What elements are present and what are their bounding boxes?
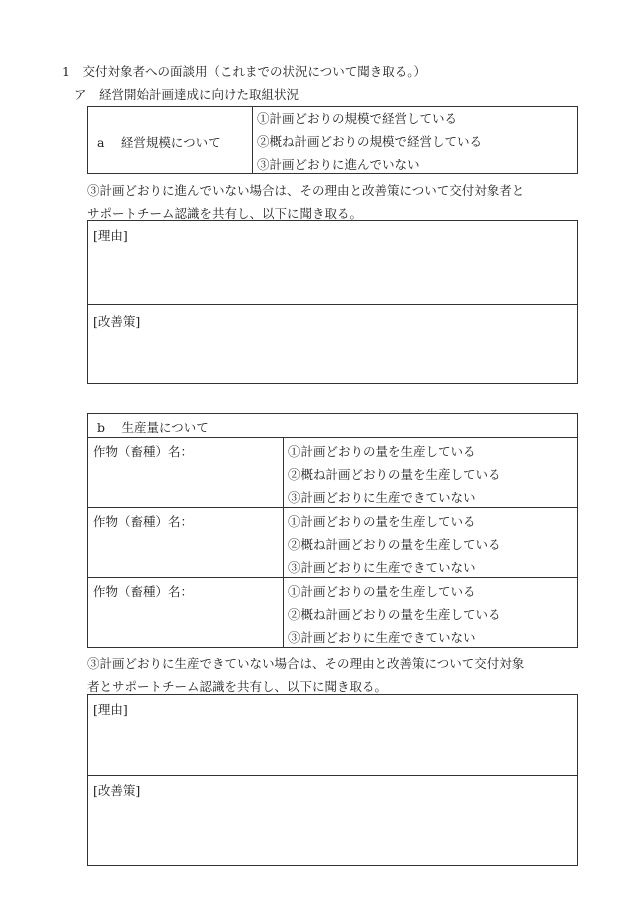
scale-reason-field[interactable] bbox=[88, 244, 577, 303]
scale-improvement-field[interactable] bbox=[88, 330, 577, 383]
scale-option-3[interactable]: ③計画どおりに進んでいない bbox=[257, 157, 420, 172]
production-row-divider-1 bbox=[87, 507, 578, 508]
scale-option-1[interactable]: ①計画どおりの規模で経営している bbox=[257, 111, 458, 126]
crop-name-field-3[interactable] bbox=[205, 580, 279, 600]
production-row-divider-2 bbox=[87, 577, 578, 578]
production-reason-label: [理由] bbox=[93, 702, 128, 717]
crop-name-label-2: 作物（畜種）名： bbox=[93, 514, 194, 529]
production-title-divider bbox=[87, 437, 578, 438]
production-row-1-option-3[interactable]: ③計画どおりに生産できていない bbox=[288, 490, 476, 505]
production-row-1-option-2[interactable]: ②概ね計画どおりの量を生産している bbox=[288, 467, 501, 482]
production-row-2-option-1[interactable]: ①計画どおりの量を生産している bbox=[288, 514, 476, 529]
crop-name-field-1[interactable] bbox=[205, 440, 279, 460]
production-row-3-option-2[interactable]: ②概ね計画どおりの量を生産している bbox=[288, 607, 501, 622]
subsection-heading: ア 経営開始計画達成に向けた取組状況 bbox=[74, 87, 300, 102]
production-answer-divider bbox=[87, 775, 578, 776]
scale-option-2[interactable]: ②概ね計画どおりの規模で経営している bbox=[257, 134, 483, 149]
crop-name-label-3: 作物（畜種）名： bbox=[93, 584, 194, 599]
production-reason-field[interactable] bbox=[88, 718, 577, 774]
production-row-1-option-1[interactable]: ①計画どおりの量を生産している bbox=[288, 444, 476, 459]
scale-reason-label: [理由] bbox=[93, 228, 128, 243]
crop-name-field-2[interactable] bbox=[205, 510, 279, 530]
production-row-2-option-2[interactable]: ②概ね計画どおりの量を生産している bbox=[288, 537, 501, 552]
scale-table-divider bbox=[252, 106, 253, 174]
scale-note-line-2: サポートチーム認識を共有し、以下に聞き取る。 bbox=[87, 206, 363, 221]
production-improvement-label: [改善策] bbox=[93, 783, 141, 798]
scale-note-line-1: ③計画どおりに進んでいない場合は、その理由と改善策について交付対象者と bbox=[87, 183, 525, 198]
production-title: b 生産量について bbox=[97, 420, 209, 435]
production-note-line-1: ③計画どおりに生産できていない場合は、その理由と改善策について交付対象 bbox=[87, 656, 525, 671]
crop-name-label-1: 作物（畜種）名： bbox=[93, 444, 194, 459]
production-improvement-field[interactable] bbox=[88, 799, 577, 865]
production-row-3-option-1[interactable]: ①計画どおりの量を生産している bbox=[288, 584, 476, 599]
scale-label: a 経営規模について bbox=[97, 135, 221, 150]
scale-answer-divider bbox=[87, 304, 578, 305]
section-heading: 1 交付対象者への面談用（これまでの状況について聞き取る。） bbox=[62, 64, 426, 79]
production-row-2-option-3[interactable]: ③計画どおりに生産できていない bbox=[288, 560, 476, 575]
production-note-line-2: 者とサポートチーム認識を共有し、以下に聞き取る。 bbox=[87, 679, 388, 694]
production-column-divider bbox=[283, 437, 284, 648]
production-row-3-option-3[interactable]: ③計画どおりに生産できていない bbox=[288, 630, 476, 645]
scale-improvement-label: [改善策] bbox=[93, 314, 141, 329]
